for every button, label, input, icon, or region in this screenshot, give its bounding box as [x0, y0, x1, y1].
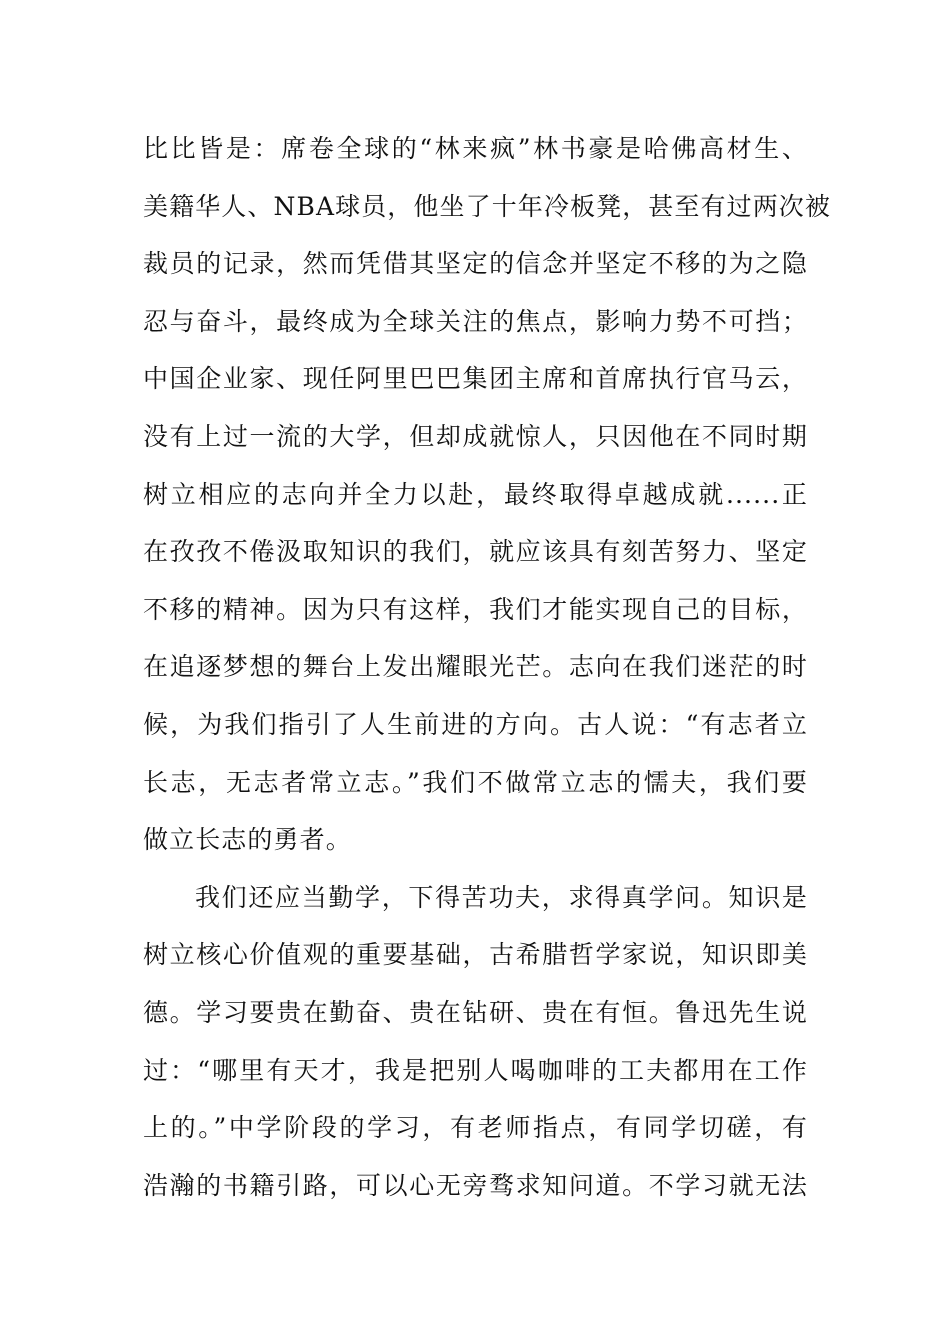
text-line: 比比皆是：席卷全球的“林来疯”林书豪是哈佛高材生、 [143, 134, 808, 163]
text-line: 做立长志的勇者。 [143, 825, 352, 855]
text-line: 中国企业家、现任阿里巴巴集团主席和首席执行官马云， [143, 364, 808, 394]
text-line: 在孜孜不倦汲取知识的我们，就应该具有刻苦努力、坚定 [143, 537, 808, 567]
text-line: 长志，无志者常立志。”我们不做常立志的懦夫，我们要 [143, 767, 808, 797]
text-line: 在追逐梦想的舞台上发出耀眼光芒。志向在我们迷茫的时 [143, 652, 808, 682]
text-line: 我们还应当勤学，下得苦功夫，求得真学问。知识是 [195, 882, 808, 912]
text-line: 不移的精神。因为只有这样，我们才能实现自己的目标， [143, 594, 808, 624]
text-line: 没有上过一流的大学，但却成就惊人，只因他在不同时期 [143, 421, 808, 451]
text-line: 上的。”中学阶段的学习，有老师指点，有同学切磋，有 [143, 1113, 808, 1143]
paragraph-1 [143, 120, 832, 869]
text-line: 候，为我们指引了人生前进的方向。古人说：“有志者立 [143, 709, 808, 739]
text-line: 树立相应的志向并全力以赴，最终取得卓越成就......正 [143, 479, 808, 509]
text-line: 裁员的记录，然而凭借其坚定的信念并坚定不移的为之隐 [143, 249, 808, 279]
text-line: 德。学习要贵在勤奋、贵在钻研、贵在有恒。鲁迅先生说 [143, 997, 808, 1027]
text-line: 树立核心价值观的重要基础，古希腊哲学家说，知识即美 [143, 940, 808, 970]
text-line: 美籍华人、NBA球员，他坐了十年冷板凳，甚至有过两次被 [143, 191, 832, 221]
text-line: 浩瀚的书籍引路，可以心无旁骛求知问道。不学习就无法 [143, 1170, 808, 1200]
body-text [143, 120, 832, 1214]
paragraph-2 [143, 869, 808, 1215]
text-line: 过：“哪里有天才，我是把别人喝咖啡的工夫都用在工作 [143, 1055, 808, 1085]
text-line: 忍与奋斗，最终成为全球关注的焦点，影响力势不可挡； [143, 306, 808, 336]
